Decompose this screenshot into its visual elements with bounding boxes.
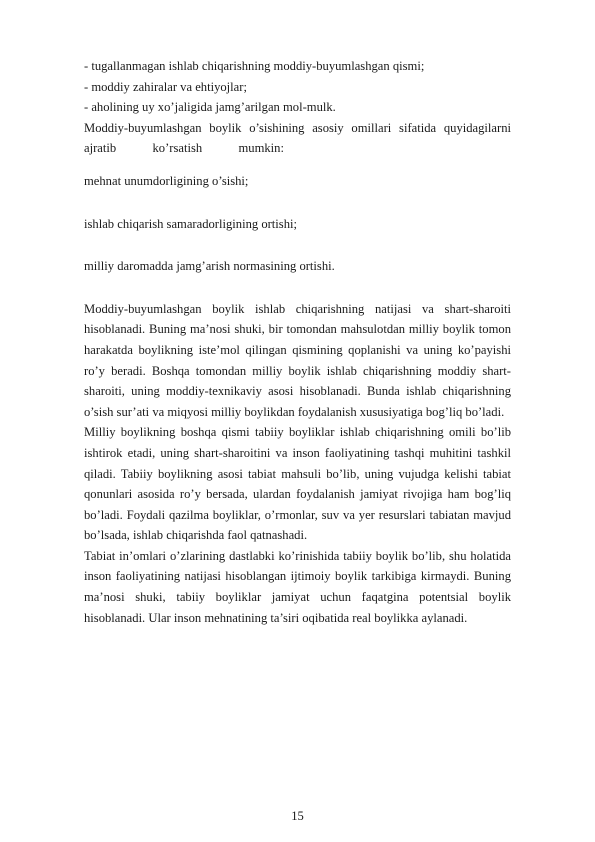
intro-paragraph (84, 118, 511, 159)
document-page (84, 56, 511, 628)
page-number: 15 (291, 809, 304, 823)
body-paragraph: Moddiy-buyumlashgan boylik ishlab chiqarishning natijasi va shart-sharoiti hisoblanadi. Buning ma’nosi shuki, bir tomondan mahsulotdan milliy boylik tomon harakatda boylikning iste’mol qilingan qismining qoplanishi va uning ko’payishi ro’y beradi. Boshqa tomondan milliy boylik ishlab chiqarishning moddiy shart-sharoiti, uning moddiy-texnikaviy asosi hisoblanadi. Bunda ishlab chiqarishning o’sish sur’ati va miqyosi milliy boylikdan foydalanish xususiyatiga bog’liq bo’ladi. (84, 301, 511, 419)
factors-list (84, 171, 511, 277)
list-item: - tugallanmagan ishlab chiqarishning moddiy-buyumlashgan qismi; (84, 59, 425, 73)
list-block (84, 56, 511, 118)
intro-word: ajratib (84, 141, 117, 156)
intro-line-1-text: Moddiy-buyumlashgan boylik o’sishining asosiy omillari sifatida quyidagilarni (84, 120, 511, 135)
factor-item: ishlab chiqarish samaradorligining ortishi; (84, 216, 298, 231)
intro-word: mumkin: (238, 141, 284, 156)
intro-line-1 (84, 118, 511, 139)
list-item: - moddiy zahiralar va ehtiyojlar; (84, 79, 247, 94)
intro-word: ko’rsatish (152, 141, 203, 156)
body-paragraph: Milliy boylikning boshqa qismi tabiiy boyliklar ishlab chiqarishning omili bo’lib ishtirok etadi, uning shart-sharoitini va inson faoliyatining tashqi muhitini tashkil qiladi. Tabiiy boylikning asosi tabiat mahsuli bo’lib, uning vujudga kelishi tabiat qonunlari asosida ro’y bersada, ulardan foydalanish jamiyat rivojiga ham bog’liq bo’ladi. Foydali qazilma boyliklar, o’rmonlar, suv va yer resurslari tabiatan mavjud bo’lsada, ishlab chiqarishda faol qatnashadi. (84, 425, 511, 543)
factor-item: milliy daromadda jamg’arish normasining ortishi. (84, 259, 335, 274)
factor-item: mehnat unumdorligining o’sishi; (84, 173, 249, 188)
body-paragraph: Tabiat in’omlari o’zlarining dastlabki ko’rinishida tabiiy boylik bo’lib, shu holatida inson faoliyatining natijasi hisoblangan ijtimoiy boylik tarkibiga kirmaydi. Buning ma’nosi shuki, tabiiy boyliklar jamiyat uchun faqatgina potentsial boylik hisoblanadi. Ular inson mehnatining ta’siri oqibatida real boylikka aylanadi. (84, 548, 511, 625)
list-item: - aholining uy xo’jaligida jamg’arilgan mol-mulk. (84, 100, 336, 115)
intro-line-2 (84, 138, 284, 159)
